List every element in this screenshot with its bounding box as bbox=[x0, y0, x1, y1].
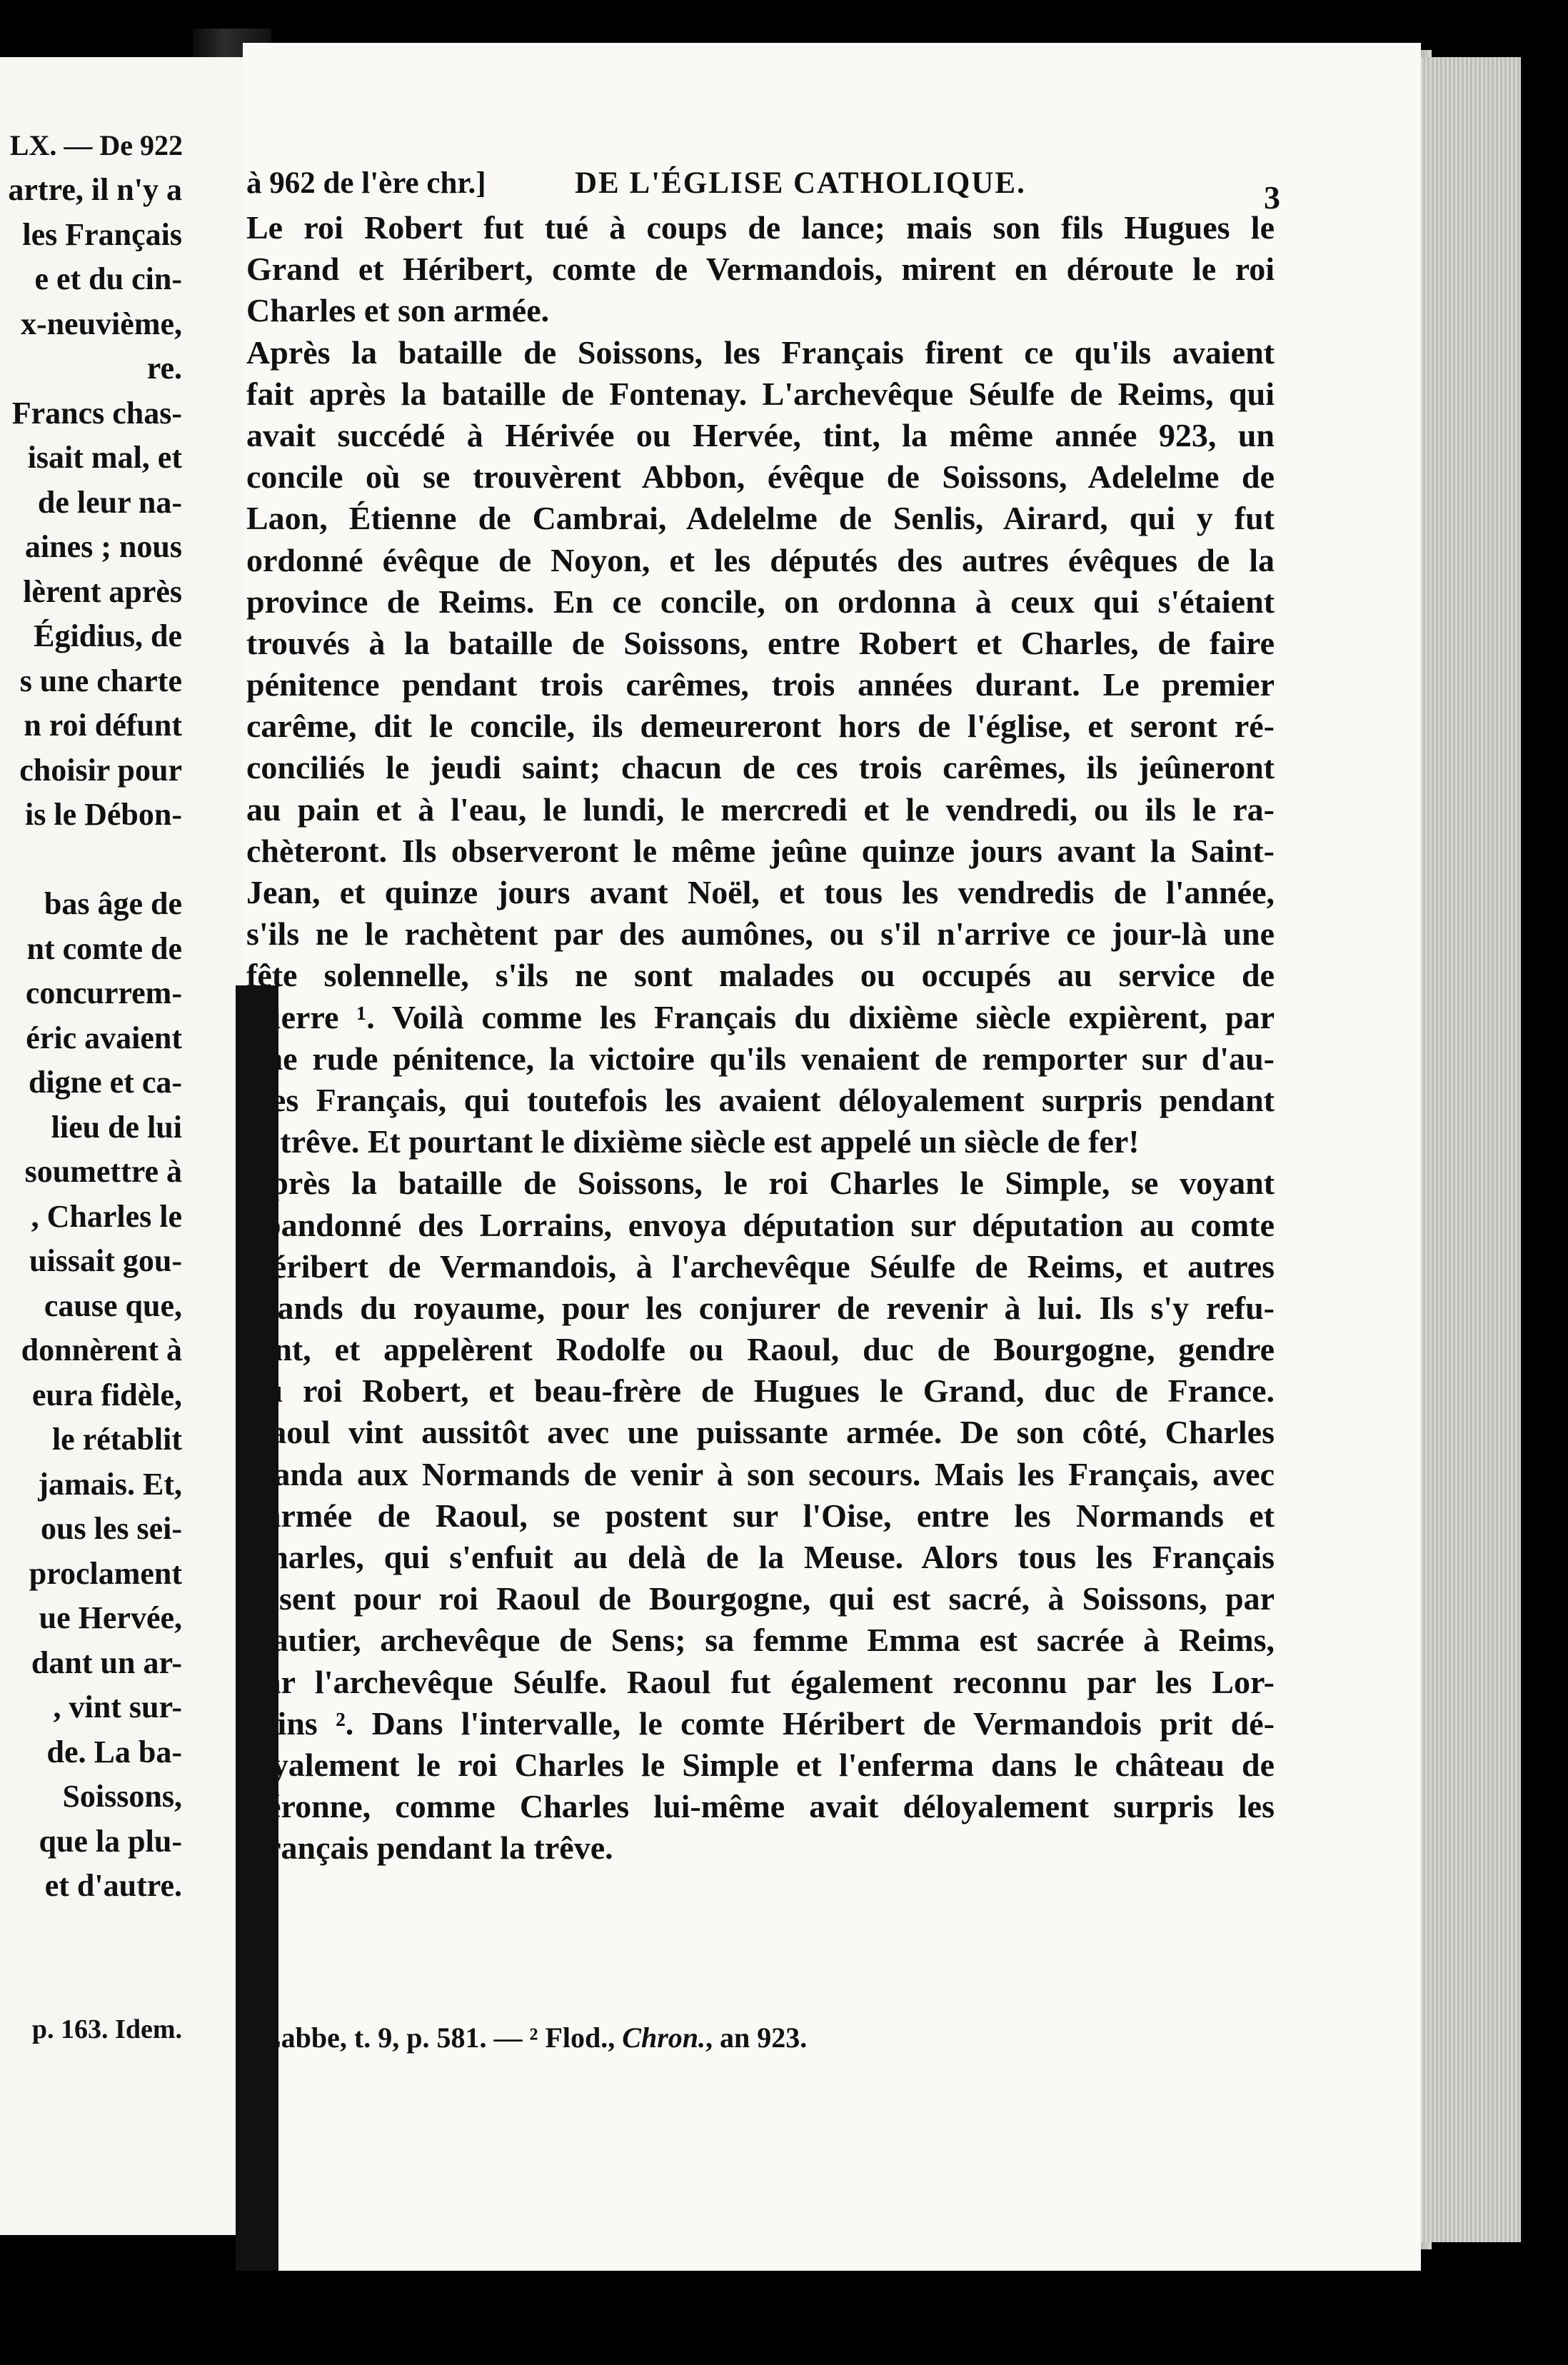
text-line: carême, dit le concile, ils demeureront hors de l'église, et seront ré- bbox=[246, 708, 1275, 745]
previous-page-line: re. bbox=[146, 351, 182, 386]
previous-page-line: Soissons, bbox=[62, 1779, 182, 1814]
previous-page-line: cause que, bbox=[44, 1287, 182, 1323]
previous-page-line: concurrem- bbox=[25, 975, 182, 1010]
previous-page-line: digne et ca- bbox=[28, 1065, 182, 1100]
text-line: Laon, Étienne de Cambrai, Adelelme de Senlis, Airard, qui y fut bbox=[246, 500, 1275, 537]
text-line: Gautier, archevêque de Sens; sa femme Emma est sacrée à Reims, bbox=[246, 1622, 1275, 1659]
text-line: rains ². Dans l'intervalle, le comte Héribert de Vermandois prit dé- bbox=[246, 1704, 1275, 1742]
text-line: concile où se trouvèrent Abbon, évêque de Soissons, Adelelme de bbox=[246, 458, 1275, 496]
footnote-italic: Chron. bbox=[622, 2022, 706, 2054]
text-line: du roi Robert, et beau-frère de Hugues le Grand, duc de France. bbox=[246, 1372, 1275, 1410]
previous-page-line: jamais. Et, bbox=[38, 1466, 182, 1502]
text-line: Après la bataille de Soissons, les Français firent ce qu'ils avaient bbox=[246, 333, 1275, 371]
previous-page-line: nt comte de bbox=[26, 930, 182, 966]
text-line: par l'archevêque Séulfe. Raoul fut également reconnu par les Lor- bbox=[246, 1663, 1275, 1700]
text-line: avait succédé à Hérivée ou Hervée, tint, la même année 923, un bbox=[246, 416, 1275, 453]
text-line: manda aux Normands de venir à son secours. Mais les Français, avec bbox=[246, 1455, 1275, 1492]
text-line: sent, et appelèrent Rodolfe ou Raoul, duc de Bourgogne, gendre bbox=[246, 1331, 1275, 1368]
previous-page-line: s une charte bbox=[19, 663, 182, 698]
text-line: fête solennelle, s'ils ne sont malades ou occupés au service de bbox=[246, 957, 1275, 994]
previous-page-line: donnèrent à bbox=[21, 1332, 182, 1367]
previous-page-line: is le Débon- bbox=[25, 797, 182, 832]
previous-page-line: x-neuvième, bbox=[20, 306, 182, 341]
text-line: Héribert de Vermandois, à l'archevêque Séulfe de Reims, et autres bbox=[246, 1247, 1275, 1285]
previous-page-line: proclament bbox=[29, 1555, 182, 1591]
previous-page-line: que la plu- bbox=[39, 1823, 182, 1859]
previous-page-line: éric avaient bbox=[26, 1020, 182, 1055]
footnote bbox=[246, 2021, 1275, 2054]
previous-page-line: , vint sur- bbox=[53, 1689, 182, 1724]
previous-page-line bbox=[0, 838, 182, 883]
previous-page bbox=[0, 57, 250, 2235]
previous-page-line: choisir pour bbox=[19, 752, 182, 788]
previous-page-line: eura fidèle, bbox=[31, 1377, 182, 1412]
previous-page-line: les Français bbox=[22, 216, 182, 252]
previous-page-line: aines ; nous bbox=[24, 529, 182, 564]
previous-page-line: lieu de lui bbox=[51, 1109, 182, 1145]
page-number: 3 bbox=[1264, 179, 1280, 216]
text-line: la trêve. Et pourtant le dixième siècle est appelé un siècle de fer! bbox=[246, 1123, 1140, 1160]
text-line: Charles, qui s'enfuit au delà de la Meuse. Alors tous les Français bbox=[246, 1539, 1275, 1575]
running-header-title: DE L'ÉGLISE CATHOLIQUE. bbox=[575, 166, 1026, 200]
text-line: l'armée de Raoul, se postent sur l'Oise, entre les Normands et bbox=[246, 1497, 1275, 1534]
text-line: chèteront. Ils observeront le même jeûne quinze jours avant la Saint- bbox=[246, 832, 1275, 869]
text-line: loyalement le roi Charles le Simple et l'enferma dans le château de bbox=[246, 1746, 1275, 1783]
previous-page-line: dant un ar- bbox=[31, 1645, 182, 1680]
text-line: trouvés à la bataille de Soissons, entre Robert et Charles, de faire bbox=[246, 624, 1275, 661]
text-line: grands du royaume, pour les conjurer de revenir à lui. Ils s'y refu- bbox=[246, 1289, 1275, 1326]
text-line: Le roi Robert fut tué à coups de lance; mais son fils Hugues le bbox=[246, 209, 1275, 246]
previous-page-line: soumettre à bbox=[24, 1154, 182, 1189]
previous-page-line: et d'autre. bbox=[44, 1868, 182, 1903]
previous-page-line: uissait gou- bbox=[29, 1243, 182, 1278]
text-line: une rude pénitence, la victoire qu'ils venaient de remporter sur d'au- bbox=[246, 1040, 1275, 1077]
text-line: élisent pour roi Raoul de Bourgogne, qui est sacré, à Soissons, par bbox=[246, 1580, 1275, 1617]
running-header-date-range: à 962 de l'ère chr.] bbox=[246, 166, 486, 200]
previous-page-line: lèrent après bbox=[23, 573, 182, 609]
previous-page-line: e et du cin- bbox=[34, 261, 182, 296]
previous-page-line: ous les sei- bbox=[41, 1511, 182, 1546]
previous-page-line: , Charles le bbox=[31, 1198, 182, 1234]
text-line: Après la bataille de Soissons, le roi Charles le Simple, se voyant bbox=[246, 1165, 1275, 1202]
text-line: Charles et son armée. bbox=[246, 292, 550, 329]
text-line: ordonné évêque de Noyon, et les députés des autres évêques de la bbox=[246, 541, 1275, 578]
previous-page-footnote: p. 163. Idem. bbox=[31, 2014, 182, 2044]
text-line: tres Français, qui toutefois les avaient déloyalement surpris pendant bbox=[246, 1081, 1275, 1118]
text-line: province de Reims. En ce concile, on ordonna à ceux qui s'étaient bbox=[246, 583, 1275, 620]
footnote-text-2: , an 923. bbox=[705, 2022, 808, 2054]
previous-page-line: Égidius, de bbox=[34, 618, 182, 653]
previous-page-line: de. La ba- bbox=[46, 1734, 182, 1769]
text-line: pénitence pendant trois carêmes, trois années durant. Le premier bbox=[246, 666, 1275, 703]
text-line: Jean, et quinze jours avant Noël, et tous les vendredis de l'année, bbox=[246, 874, 1275, 910]
previous-page-line: bas âge de bbox=[44, 886, 182, 921]
text-line: guerre ¹. Voilà comme les Français du dixième siècle expièrent, par bbox=[246, 998, 1275, 1035]
body-text bbox=[246, 207, 1275, 1869]
text-line: fait après la bataille de Fontenay. L'archevêque Séulfe de Reims, qui bbox=[246, 375, 1275, 412]
text-line: Raoul vint aussitôt avec une puissante armée. De son côté, Charles bbox=[246, 1414, 1275, 1451]
book-page-edges bbox=[1421, 57, 1521, 2242]
previous-page-line: Francs chas- bbox=[11, 395, 182, 431]
previous-page-line: de leur na- bbox=[37, 484, 182, 520]
previous-page-header: LX. — De 922 bbox=[9, 129, 183, 161]
text-line: Grand et Héribert, comte de Vermandois, mirent en déroute le roi bbox=[246, 251, 1275, 288]
text-line: conciliés le jeudi saint; chacun de ces trois carêmes, ils jeûneront bbox=[246, 749, 1275, 786]
text-line: s'ils ne le rachètent par des aumônes, ou s'il n'arrive ce jour-là une bbox=[246, 915, 1275, 953]
previous-page-line: le rétablit bbox=[51, 1422, 182, 1457]
text-line: abandonné des Lorrains, envoya députation sur députation au comte bbox=[246, 1206, 1275, 1243]
text-line: Péronne, comme Charles lui-même avait déloyalement surpris les bbox=[246, 1788, 1275, 1825]
text-line: Français pendant la trêve. bbox=[246, 1829, 613, 1867]
text-line: au pain et à l'eau, le lundi, le mercredi et le vendredi, ou ils le ra- bbox=[246, 790, 1275, 828]
previous-page-text bbox=[0, 168, 182, 1909]
previous-page-line: isait mal, et bbox=[27, 440, 182, 475]
footnote-text-1: ¹ Labbe, t. 9, p. 581. — ² Flod., bbox=[246, 2022, 623, 2054]
previous-page-line: ue Hervée, bbox=[39, 1600, 182, 1635]
previous-page-line: n roi défunt bbox=[24, 708, 182, 743]
previous-page-line: artre, il n'y a bbox=[8, 172, 182, 207]
